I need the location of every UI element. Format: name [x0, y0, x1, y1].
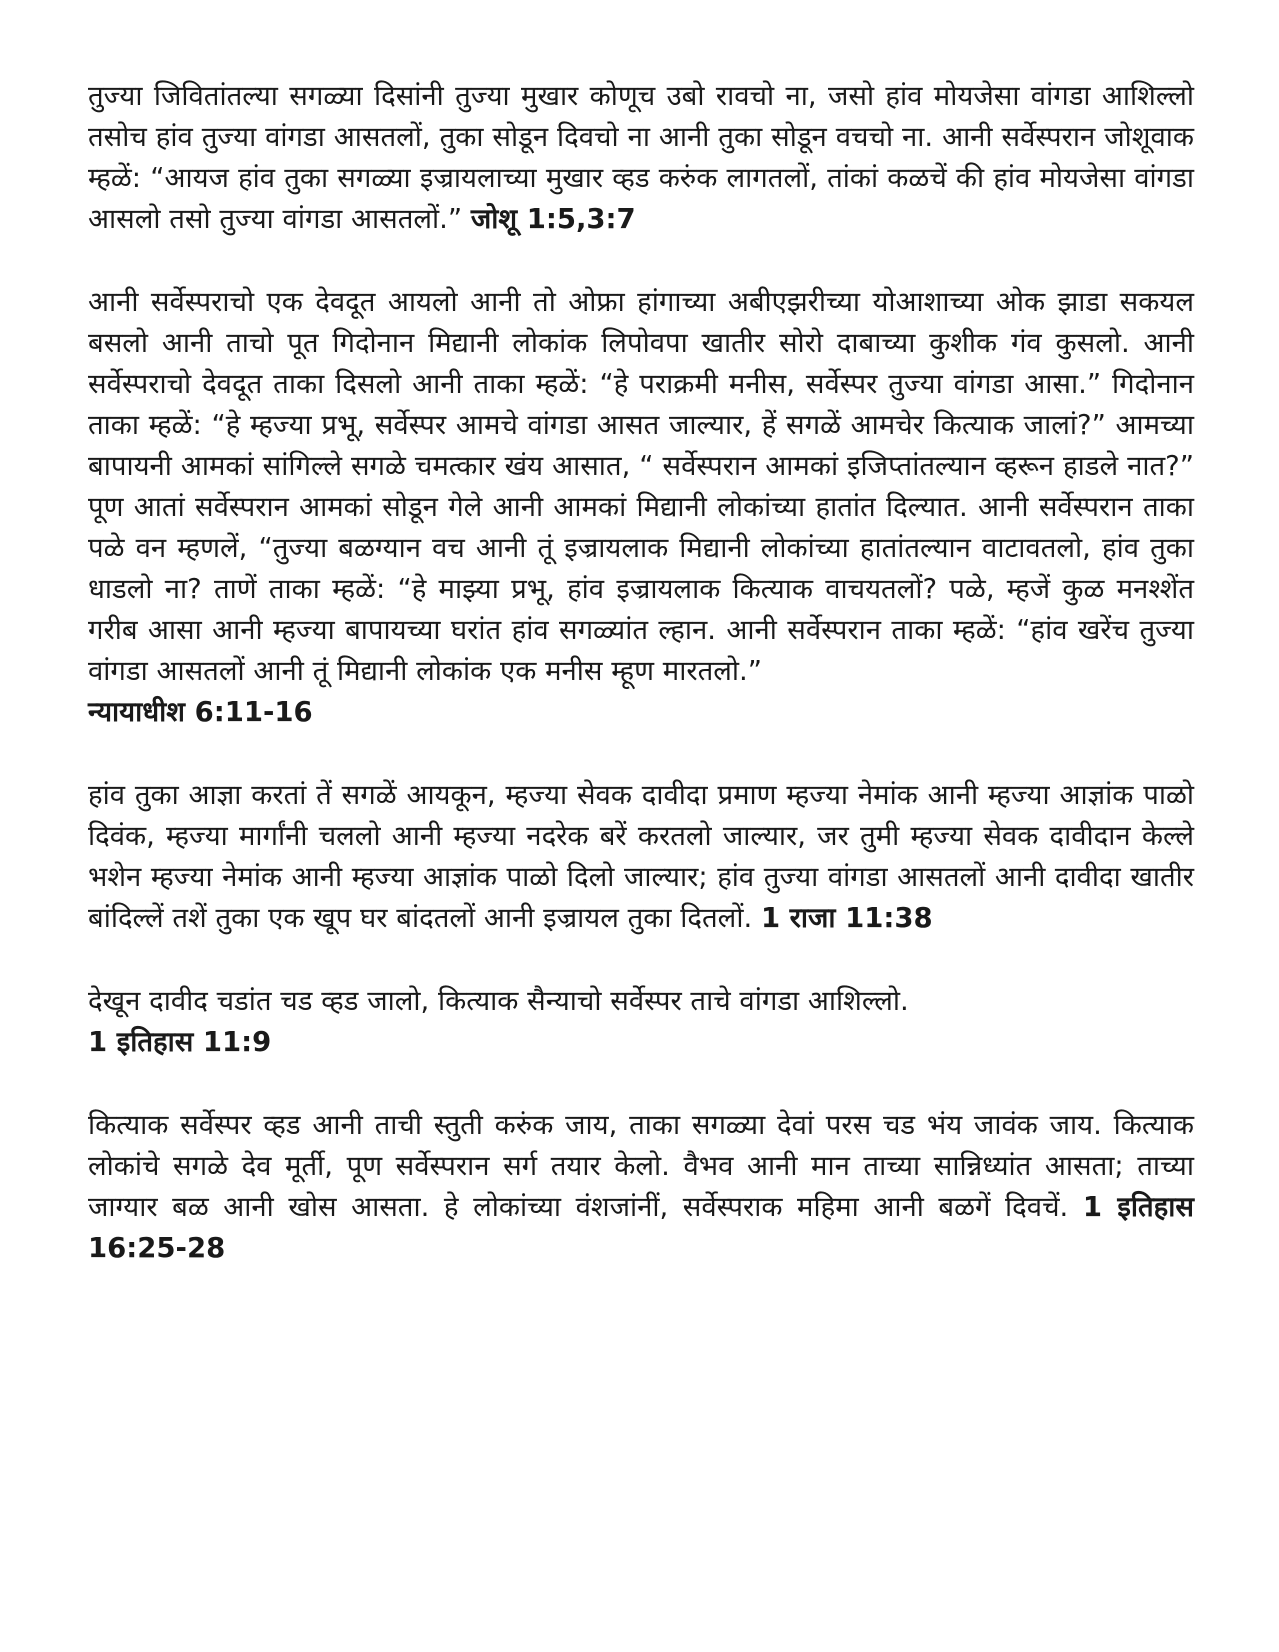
scripture-reference: न्यायाधीश 6:11-16: [88, 696, 313, 728]
verse-text: देखून दावीद चडांत चड व्हड जालो, कित्याक सैन्याचो सर्वेस्पर ताचे वांगडा आशिल्लो.: [88, 985, 909, 1017]
verse-paragraph: [88, 775, 1194, 939]
scripture-reference: 1 इतिहास 16:25-28: [88, 1191, 1194, 1264]
document-page: [88, 76, 1194, 1311]
passage-joshua: [88, 76, 1194, 240]
passage-1-kings: [88, 775, 1194, 939]
verse-text: हांव तुका आज्ञा करतां तें सगळें आयकून, म्हज्या सेवक दावीदा प्रमाण म्हज्या नेमांक आनी म्हज्या आज्ञांक पाळो दिवंक, म्हज्या मार्गांनी चललो आनी म्हज्या नदरेक बरें करतलो जाल्यार, जर तुमी म्हज्या सेवक दावीदान केल्ले भशेन म्हज्या नेमांक आनी म्हज्या आज्ञांक पाळो दिलो जाल्यार; हांव तुज्या वांगडा आसतलों आनी दावीदा खातीर बांदिल्लें तशें तुका एक खूप घर बांदतलों आनी इज्रायल तुका दितलों.: [88, 779, 1194, 934]
verse-paragraph: [88, 981, 1194, 1022]
verse-text: तुज्या जिवितांतल्या सगळ्या दिसांनी तुज्या मुखार कोणूच उबो रावचो ना, जसो हांव मोयजेसा वांगडा आशिल्लो तसोच हांव तुज्या वांगडा आसतलों, तुका सोडून दिवचो ना आनी तुका सोडून वचचो ना. आनी सर्वेस्परान जोशूवाक म्हळें: “आयज हांव तुका सगळ्या इज्रायलाच्या मुखार व्हड करुंक लागतलों, तांकां कळचें की हांव मोयजेसा वांगडा आसलो तसो तुज्या वांगडा आसतलों.”: [88, 80, 1194, 235]
verse-paragraph: [88, 1105, 1194, 1269]
scripture-reference: 1 इतिहास 11:9: [88, 1026, 272, 1058]
passage-judges: [88, 282, 1194, 733]
passage-1-chronicles-11: [88, 981, 1194, 1063]
scripture-reference: जोशू 1:5,3:7: [470, 203, 636, 235]
verse-text: आनी सर्वेस्पराचो एक देवदूत आयलो आनी तो ओफ्रा हांगाच्या अबीएझरीच्या योआशाच्या ओक झाडा सकयल बसलो आनी ताचो पूत गिदोनान मिद्यानी लोकांक लिपोवपा खातीर सोरो दाबाच्या कुशीक गंव कुसलो. आनी सर्वेस्पराचो देवदूत ताका दिसलो आनी ताका म्हळें: “हे पराक्रमी मनीस, सर्वेस्पर तुज्या वांगडा आसा.” गिदोनान ताका म्हळें: “हे म्हज्या प्रभू, सर्वेस्पर आमचे वांगडा आसत जाल्यार, हें सगळें आमचेर कित्याक जालां?” आमच्या बापायनी आमकां सांगिल्ले सगळे चमत्कार खंय आसात, “ सर्वेस्परान आमकां इजिप्तांतल्यान व्हरून हाडले नात?” पूण आतां सर्वेस्परान आमकां सोडून गेले आनी आमकां मिद्यानी लोकांच्या हातांत दिल्यात. आनी सर्वेस्परान ताका पळे वन म्हणलें, “तुज्या बळग्यान वच आनी तूं इज्रायलाक मिद्यानी लोकांच्या हातांतल्यान वाटावतलो, हांव तुका धाडलो ना? ताणें ताका म्हळें: “हे माझ्या प्रभू, हांव इज्रायलाक कित्याक वाचयतलों? पळे, म्हजें कुळ मनश्शेंत गरीब आसा आनी म्हज्या बापायच्या घरांत हांव सगळ्यांत ल्हान. आनी सर्वेस्परान ताका म्हळें: “हांव खरेंच तुज्या वांगडा आसतलों आनी तूं मिद्यानी लोकांक एक मनीस म्हूण मारतलो.”: [88, 286, 1194, 687]
verse-paragraph: [88, 282, 1194, 692]
passage-1-chronicles-16: [88, 1105, 1194, 1269]
scripture-reference: 1 राजा 11:38: [760, 902, 933, 934]
verse-text: कित्याक सर्वेस्पर व्हड आनी ताची स्तुती करुंक जाय, ताका सगळ्या देवां परस चड भंय जावंक जाय. कित्याक लोकांचे सगळे देव मूर्ती, पूण सर्वेस्परान सर्ग तयार केलो. वैभव आनी मान ताच्या सान्निध्यांत आसता; ताच्या जाग्यार बळ आनी खोस आसता. हे लोकांच्या वंशजांनीं, सर्वेस्पराक महिमा आनी बळगें दिवचें.: [88, 1109, 1194, 1223]
verse-paragraph: [88, 76, 1194, 240]
